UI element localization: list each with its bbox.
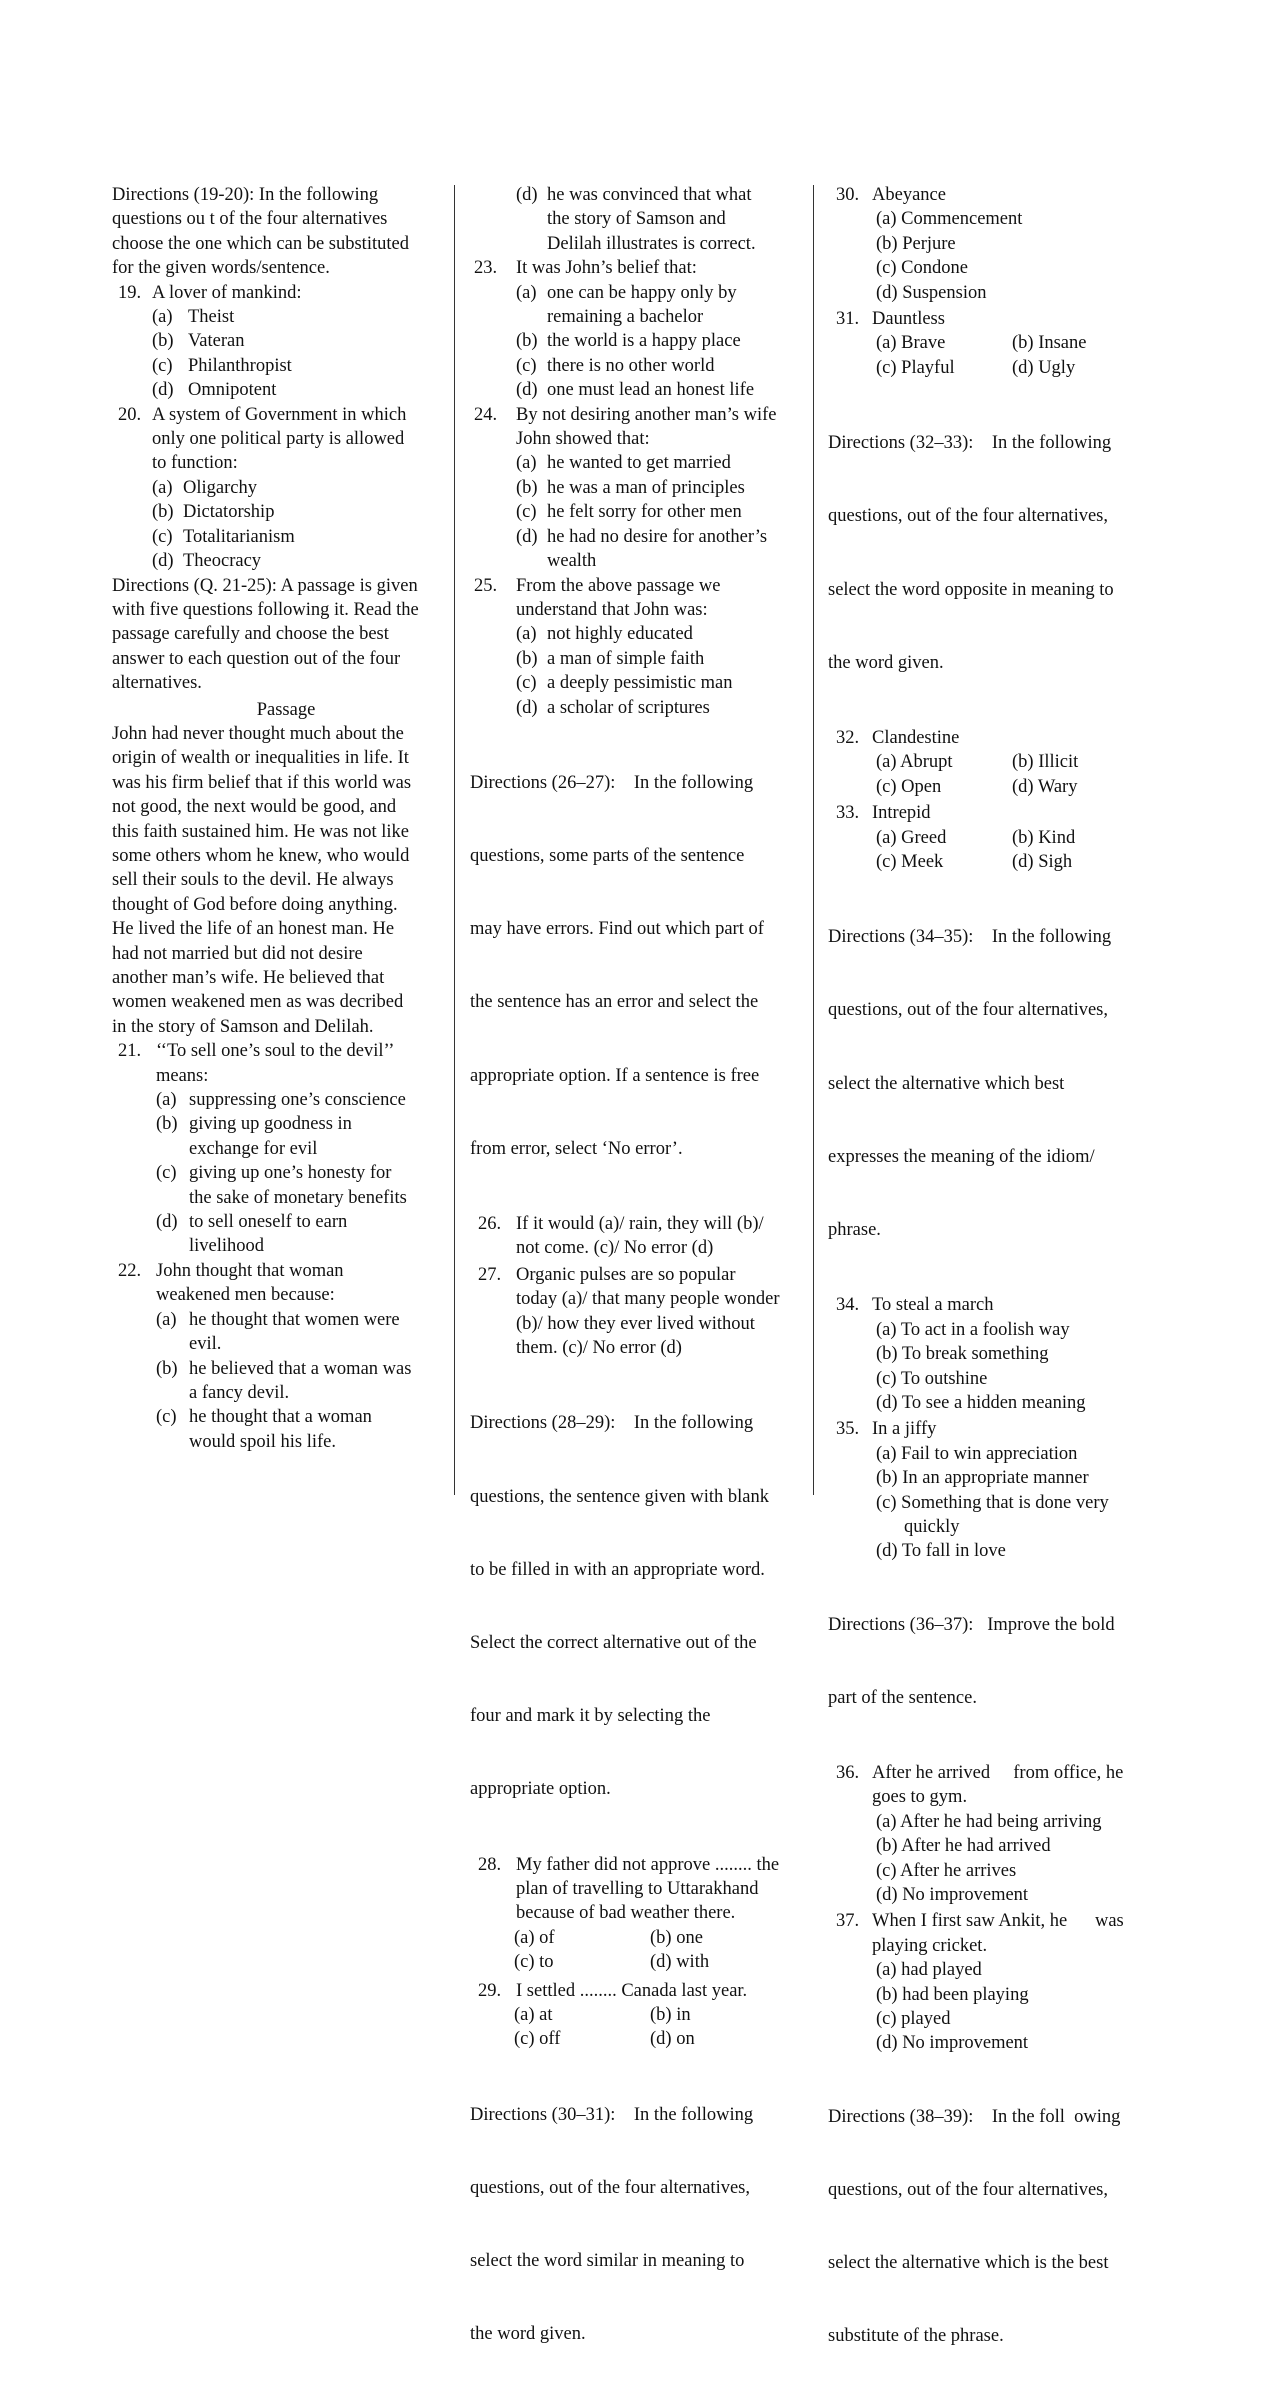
question-36: 36. After he arrived from office, he goes to gym. (a) After he had being arriving (b) After he had arrived (c) After he arrives (d) No improvement	[836, 1763, 1124, 1906]
directions-28-29: Directions (28–29): In the following questions, the sentence given with blank to be filled in with an appropriate word. Select the correct alternative out of the four and mark it by selecting the appropriate option.	[470, 1413, 770, 1800]
question-23: 23. It was John’s belief that: (a) one can be happy only by remaining a bachelor (b) the world is a happy place (c) there is no other world (d) one must lead an honest life	[474, 258, 755, 401]
question-25: 25. From the above passage we understand that John was: (a) not highly educated (b) a man of simple faith (c) a deeply pessimistic man (d) a scholar of scriptures	[474, 575, 733, 718]
passage-title: Passage	[256, 699, 316, 720]
question-22-option-d: (d) he was convinced that what the story of Samson and Delilah illustrates is correct.	[516, 185, 756, 254]
option-text: Vateran	[188, 331, 245, 352]
question-27: 27. Organic pulses are so popular today (a)/ that many people wonder (b)/ how they ever lived without them. (c)/ No error (d)	[478, 1264, 780, 1359]
question-22: 22. John thought that woman weakened men because: (a) he thought that women were evil. (b) he believed that a woman was a fancy devil. (c) he thought that a woman would spoil his life.	[118, 1260, 412, 1452]
passage-text: John had never thought much about the origin of wealth or inequalities in life. It was his firm belief that if this world was not good, the next would be good, and this faith sustained him. He was not like some others whom he knew, who would sell their souls to the devil. He always thought of God before doing anything. He lived the life of an honest man. He had not married but did not desire another man’s wife. He believed that women weakened men as was decribed in the story of Samson and Delilah.	[112, 723, 412, 1037]
option-text: Philanthropist	[188, 355, 292, 376]
question-26: 26. If it would (a)/ rain, they will (b)/ not come. (c)/ No error (d)	[478, 1214, 764, 1259]
directions-21-25: Directions (Q. 21-25): A passage is given with five questions following it. Read the passage carefully and choose the best answer to each question out of the four alternatives.	[112, 575, 419, 694]
option-text: Theist	[188, 307, 235, 328]
question-24: 24. By not desiring another man’s wife John showed that: (a) he wanted to get married (b) he was a man of principles (c) he felt sorry for other men (d) he had no desire for another’s wealth	[474, 404, 777, 572]
question-33: 33. Intrepid (a) Greed (b) Kind (c) Meek (d) Sigh	[836, 803, 1076, 872]
question-31: 31. Dauntless (a) Brave (b) Insane (c) Playful (d) Ugly	[836, 309, 1087, 378]
question-28: 28. My father did not approve ........ the plan of travelling to Uttarakhand because of bad weather there. (a) of (b) one (c) to (d) with	[478, 1854, 780, 1973]
column-1	[112, 183, 460, 1454]
directions-38-39: Directions (38–39): In the foll owing questions, out of the four alternatives, select the alternative which is the best substitute of the phrase.	[828, 2106, 1121, 2347]
directions-34-35: Directions (34–35): In the following questions, out of the four alternatives, select the alternative which best expresses the meaning of the idiom/ phrase.	[828, 927, 1112, 1241]
question-21: 21. ‘‘To sell one’s soul to the devil’’ means: (a) suppressing one’s conscience (b) giving up goodness in exchange for evil (c) giving up one’s honesty for the sake of monetary benefits (d) to sell oneself to earn livelihood	[118, 1041, 407, 1257]
question-35: 35. In a jiffy (a) Fail to win appreciation (b) In an appropriate manner (c) Something that is done very quickly (d) To fall in love	[836, 1419, 1109, 1562]
column-2	[470, 183, 812, 2396]
directions-19-20: Directions (19-20): In the following questions ou t of the four alternatives choose the one which can be substituted for the given words/sentence.	[112, 185, 409, 279]
directions-26-27: Directions (26–27): In the following questions, some parts of the sentence may have errors. Find out which part of the sentence has an error and select the appropriate option. If a sentence is free from error, select ‘No error’.	[470, 772, 764, 1159]
directions-36-37: Directions (36–37): Improve the bold part of the sentence.	[828, 1614, 1115, 1708]
question-30: 30. Abeyance (a) Commencement (b) Perjure (c) Condone (d) Suspension	[836, 185, 1023, 303]
question-29: 29. I settled ........ Canada last year. (a) at (b) in (c) off (d) on	[478, 1980, 748, 2050]
question-34: 34. To steal a march (a) To act in a foolish way (b) To break something (c) To outshine (d) To see a hidden meaning	[836, 1295, 1086, 1413]
question-20: 20. A system of Government in which only one political party is allowed to function: (a) Oligarchy (b) Dictatorship (c) Totalitarianism (d) Theocracy	[118, 404, 407, 572]
directions-32-33: Directions (32–33): In the following questions, out of the four alternatives, select the word opposite in meaning to the word given.	[828, 433, 1114, 673]
column-3	[828, 183, 1168, 2398]
question-19: 19. A lover of mankind: (a) Theist (b) Vateran (c) Philanthropist (d) Omnipotent	[112, 281, 460, 403]
question-37: 37. When I first saw Ankit, he was playing cricket. (a) had played (b) had been playing (c) played (d) No improvement	[836, 1911, 1124, 2054]
directions-30-31: Directions (30–31): In the following questions, out of the four alternatives, select the word similar in meaning to the word given.	[470, 2104, 754, 2345]
question-32: 32. Clandestine (a) Abrupt (b) Illicit (c) Open (d) Wary	[836, 727, 1079, 797]
column-divider	[813, 185, 814, 1495]
option-text: Omnipotent	[188, 380, 277, 401]
